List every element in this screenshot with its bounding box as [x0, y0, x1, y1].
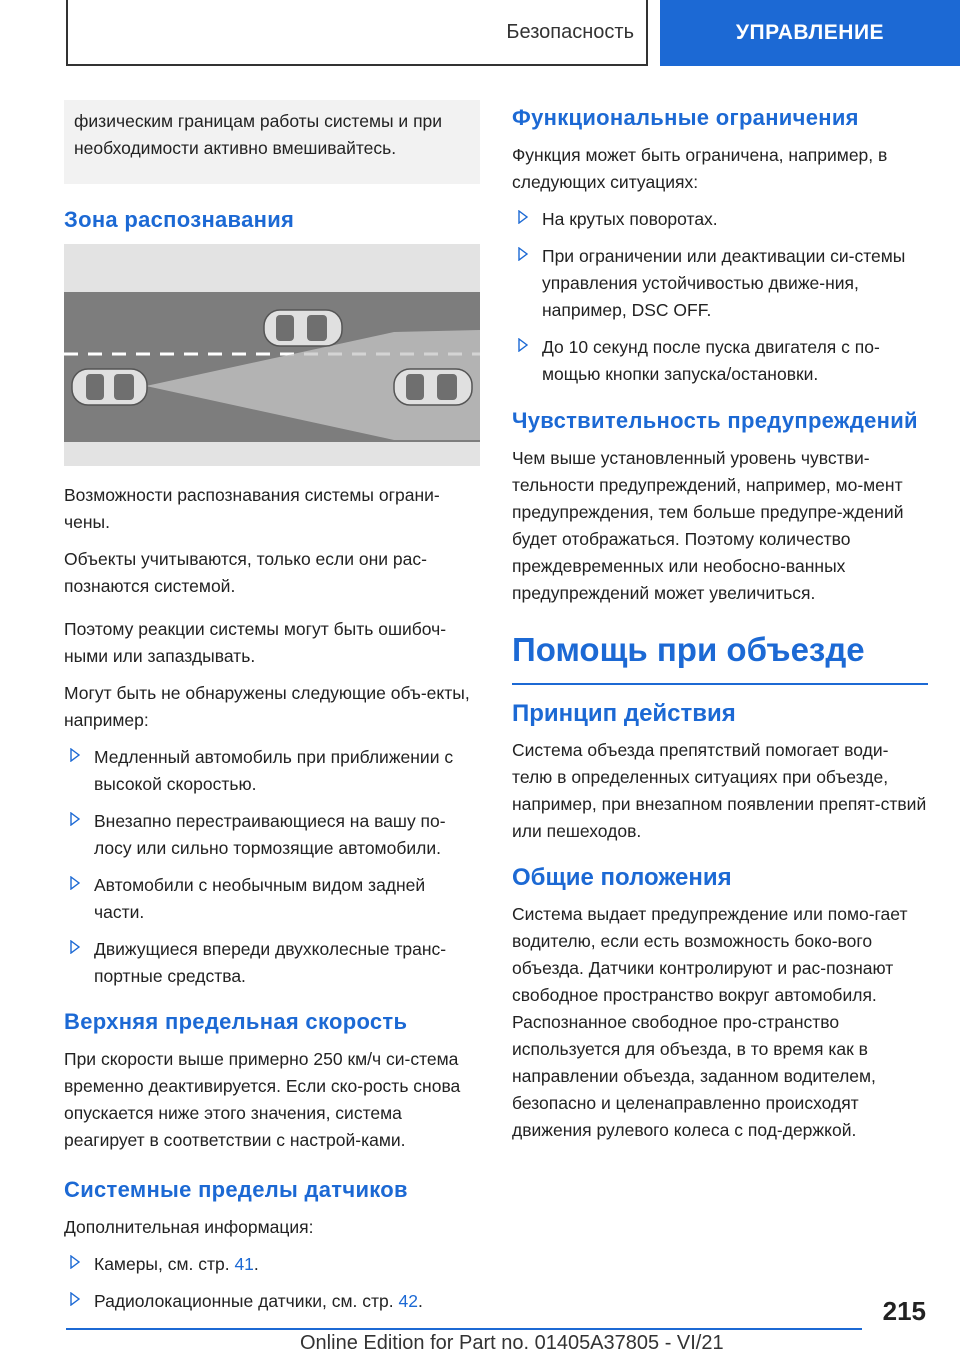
right-column: [512, 100, 928, 1154]
page-link-cameras[interactable]: 41: [234, 1254, 254, 1274]
sensor-heading: Системные пределы датчиков: [64, 1177, 408, 1202]
sensitivity-paragraph: Чем выше установленный уровень чувстви-тельности предупреждений, например, мо-мент предупреждения, тем больше предупре-ждений будет отображаться. Поэтому количество преждевременных или необосно-ванных предупреждений может увеличиться.: [512, 448, 904, 603]
left-column: [64, 100, 480, 1325]
bullet-triangle-icon: [70, 748, 80, 762]
bullet-triangle-icon: [518, 338, 528, 352]
bullet-triangle-icon: [70, 876, 80, 890]
footer-edition: Online Edition for Part no. 01405A37805 - VI/21: [300, 1332, 724, 1354]
bullet-triangle-icon: [70, 812, 80, 826]
bullet-triangle-icon: [70, 1292, 80, 1306]
bullet-triangle-icon: [518, 247, 528, 261]
sensitivity-heading: Чувствительность предупреждений: [512, 408, 918, 433]
general-paragraph: Система выдает предупреждение или помо-гает водителю, если есть возможность боко-вого объезда. Датчики контролируют и рас-познают свободное пространство вокруг автомобиля. Распознанное свободное про-странство используется для объезда, в то время как в направлении объезда, заданном водителем, безопасно и целенаправленно происходят движения рулевого колеса с под-держкой.: [512, 904, 908, 1140]
bullet-triangle-icon: [70, 1255, 80, 1269]
principle-heading: Принцип действия: [512, 700, 736, 727]
func-heading: Функциональные ограничения: [512, 105, 859, 130]
list-item: Медленный автомобиль при приближении с высокой скоростью.: [64, 744, 480, 798]
list-item: Внезапно перестраивающиеся на вашу по-лосу или сильно тормозящие автомобили.: [64, 808, 480, 862]
header-section-tab: [66, 0, 648, 66]
bullet-triangle-icon: [70, 940, 80, 954]
zone-paragraph-2: Объекты учитываются, только если они рас-познаются системой.: [64, 549, 427, 596]
zone-paragraph-3: Поэтому реакции системы могут быть ошибоч-ными или запаздывать.: [64, 619, 447, 666]
func-list: [512, 206, 928, 388]
footer-divider: [66, 1328, 862, 1330]
list-item: До 10 секунд после пуска двигателя с по-мощью кнопки запуска/остановки.: [512, 334, 928, 388]
zone-paragraph-4: Могут быть не обнаружены следующие объ-екты, например:: [64, 683, 470, 730]
page-link-radar[interactable]: 42: [398, 1291, 418, 1311]
list-item: Движущиеся впереди двухколесные транс-портные средства.: [64, 936, 480, 990]
note-box: физическим границам работы системы и при необходимости активно вмешивайтесь.: [64, 100, 480, 184]
principle-paragraph: Система объезда препятствий помогает води-телю в определенных ситуациях при объезде, например, при внезапном появлении препят-ствий или пешеходов.: [512, 740, 927, 841]
func-intro: Функция может быть ограничена, например, в следующих ситуациях:: [512, 145, 888, 192]
list-item: Радиолокационные датчики, см. стр. 42.: [64, 1288, 480, 1315]
speed-paragraph: При скорости выше примерно 250 км/ч си-стема временно деактивируется. Если ско-рость снова опускается ниже этого значения, система реагирует в соответствии с настрой-ками.: [64, 1049, 461, 1150]
list-item: При ограничении или деактивации си-стемы управления устойчивостью движе-ния, например, DSC OFF.: [512, 243, 928, 324]
car-front-left-lane-icon: [264, 310, 342, 346]
zone-heading: Зона распознавания: [64, 207, 295, 232]
zone-paragraph-1: Возможности распознавания системы ограни-чены.: [64, 485, 440, 532]
general-heading: Общие положения: [512, 864, 732, 891]
bullet-triangle-icon: [518, 210, 528, 224]
undetected-objects-list: [64, 744, 480, 990]
header-chapter-tab: [660, 0, 960, 66]
sensor-list: [64, 1251, 480, 1315]
car-front-same-lane-icon: [394, 369, 472, 405]
speed-heading: Верхняя предельная скорость: [64, 1009, 408, 1034]
list-item: Автомобили с необычным видом задней части.: [64, 872, 480, 926]
header-chapter-title: УПРАВЛЕНИЕ: [735, 21, 885, 44]
main-section-heading: Помощь при объезде: [512, 629, 928, 685]
road-diagram-svg: [64, 244, 480, 466]
list-item: Камеры, см. стр. 41.: [64, 1251, 480, 1278]
header-section-title: Безопасность: [506, 20, 634, 43]
list-item: На крутых поворотах.: [512, 206, 928, 233]
page-number: 215: [882, 1296, 926, 1326]
detection-zone-illustration: [64, 244, 480, 466]
car-rear-icon: [72, 369, 147, 405]
sensor-intro: Дополнительная информация:: [64, 1217, 314, 1237]
